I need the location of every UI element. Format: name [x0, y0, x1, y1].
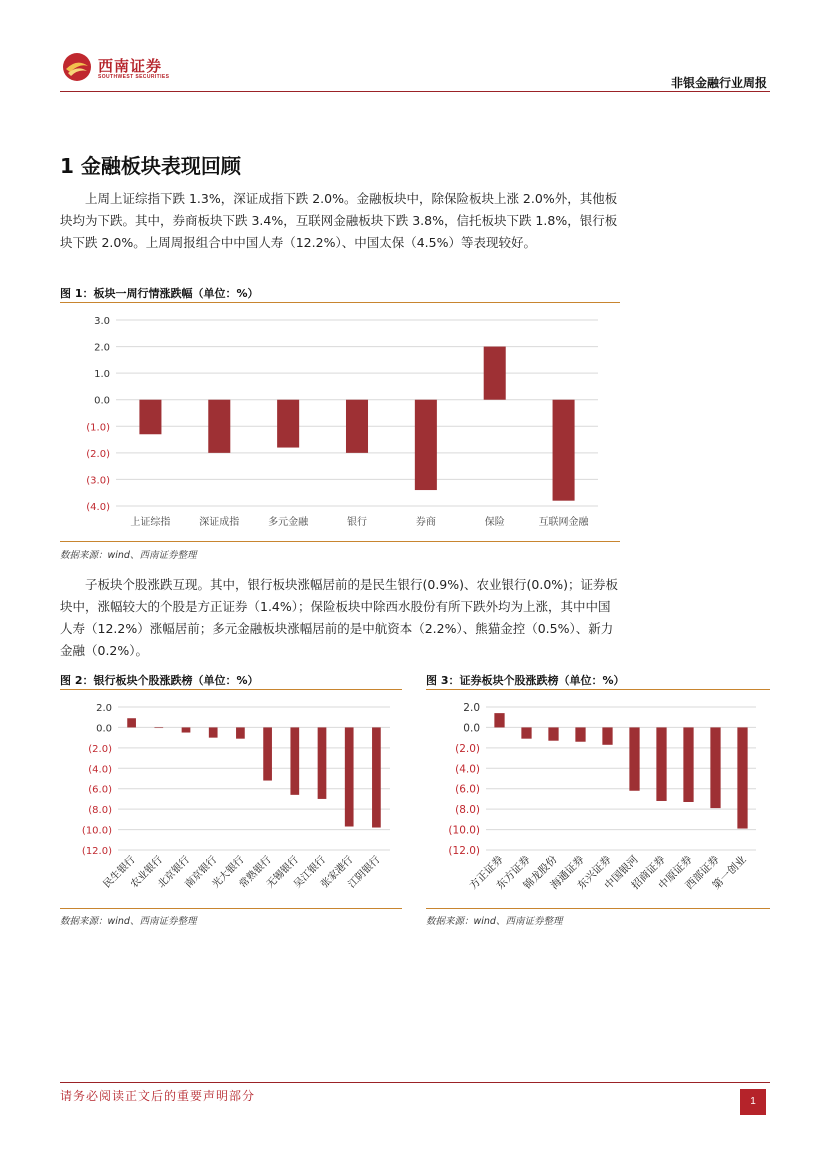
bar [372, 727, 381, 827]
page-number: 1 [740, 1089, 766, 1115]
y-tick-label: (1.0) [86, 422, 110, 434]
logo [62, 51, 172, 85]
figure-1-source: 数据来源：wind、西南证券整理 [60, 550, 197, 561]
bar [209, 727, 218, 737]
report-type: 非银金融行业周报 [670, 76, 767, 90]
section-title: 1 金融板块表现回顾 [60, 154, 241, 178]
x-tick-label: 东方证券 [494, 853, 533, 892]
y-tick-label: 0.0 [94, 395, 110, 407]
x-tick-label: 吴江银行 [292, 854, 329, 891]
bar [553, 400, 575, 501]
figure-1-chart [60, 305, 620, 540]
bar [710, 727, 720, 808]
y-tick-label: (10.0) [81, 825, 112, 837]
x-tick-label: 张家港行 [319, 854, 356, 891]
y-tick-label: (6.0) [455, 783, 480, 796]
x-tick-label: 银行 [347, 517, 367, 528]
y-tick-label: 0.0 [96, 723, 112, 735]
x-tick-label: 无锡银行 [264, 854, 301, 891]
y-tick-label: (8.0) [455, 804, 480, 817]
figure-2-chart [60, 692, 402, 907]
figure-2-bottom-rule [60, 908, 402, 909]
bar [290, 727, 299, 794]
bar [208, 400, 230, 453]
y-tick-label: (12.0) [81, 846, 112, 857]
bar [139, 400, 161, 435]
figure-1-bottom-rule [60, 541, 620, 542]
bar [548, 727, 558, 740]
bar [346, 400, 368, 453]
bar [629, 727, 639, 790]
bar [154, 727, 163, 728]
header-divider [60, 91, 770, 92]
figure-1-title: 图 1：板块一周行情涨跌幅（单位：%） [60, 287, 259, 300]
x-tick-label: 海通证券 [548, 853, 587, 892]
bar [494, 713, 504, 727]
figure-3-source: 数据来源：wind、西南证券整理 [426, 916, 563, 927]
bar [263, 727, 272, 780]
x-tick-label: 西部证券 [683, 853, 722, 892]
paragraph-1-text: 上周上证综指下跌 1.3%，深证成指下跌 2.0%。金融板块中，除保险板块上涨 2.0%外，其他板块均为下跌。其中，券商板块下跌 3.4%，互联网金融板块下跌 3.8%，信托板块下跌 1.8%，银行板块下跌 2.0%。上周周报组合中中国人寿（12.2%）、中国太保（4.5%）等表现较好。 [60, 191, 618, 250]
x-tick-label: 多元金融 [268, 517, 309, 528]
x-tick-label: 深证成指 [199, 517, 240, 528]
x-tick-label: 方正证券 [467, 853, 506, 892]
x-tick-label: 光大银行 [210, 854, 247, 891]
y-tick-label: 0.0 [463, 722, 480, 735]
paragraph-2-text: 子板块个股涨跌互现。其中，银行板块涨幅居前的是民生银行(0.9%)、农业银行(0.0%)；证券板块中，涨幅较大的个股是方正证券（1.4%）；保险板块中除西水股份有所下跌外均为上涨，其中中国人寿（12.2%）涨幅居前；多元金融板块涨幅居前的是中航资本（2.2%）、熊猫金控（0.5%）、新力金融（0.2%）。 [60, 577, 619, 658]
x-tick-label: 中国银河 [602, 853, 641, 892]
bar [415, 400, 437, 490]
y-tick-label: (4.0) [88, 764, 112, 776]
y-tick-label: (8.0) [88, 805, 112, 817]
bar [236, 727, 245, 738]
logo-cn-text: 西南证券 [98, 57, 163, 75]
bar [683, 727, 693, 802]
paragraph-2 [60, 574, 620, 662]
y-tick-label: 2.0 [463, 702, 480, 714]
x-tick-label: 农业银行 [128, 854, 165, 891]
y-tick-label: (2.0) [455, 742, 480, 755]
paragraph-1 [60, 188, 620, 254]
logo-emblem-icon [62, 52, 92, 82]
x-tick-label: 常熟银行 [237, 854, 274, 891]
y-tick-label: (2.0) [88, 743, 112, 755]
y-tick-label: (4.0) [86, 502, 110, 513]
y-tick-label: (6.0) [88, 784, 112, 796]
x-tick-label: 北京银行 [156, 854, 193, 891]
bar [737, 727, 747, 828]
x-tick-label: 招商证券 [629, 853, 668, 892]
y-tick-label: (10.0) [448, 824, 480, 837]
bar [318, 727, 327, 799]
figure-2-title: 图 2：银行板块个股涨跌榜（单位：%） [60, 674, 259, 687]
y-tick-label: 2.0 [96, 703, 112, 714]
figure-3-top-rule [426, 689, 770, 690]
bar [127, 718, 136, 727]
y-tick-label: (3.0) [86, 475, 110, 487]
y-tick-label: 3.0 [94, 316, 110, 327]
x-tick-label: 南京银行 [183, 854, 220, 891]
bar [521, 727, 531, 738]
figure-1-top-rule [60, 302, 620, 303]
bar [575, 727, 585, 741]
x-tick-label: 民生银行 [101, 854, 138, 891]
footer-notice: 请务必阅读正文后的重要声明部分 [60, 1089, 256, 1103]
x-tick-label: 锦龙股份 [521, 853, 560, 892]
bar [656, 727, 666, 801]
logo-en-text: SOUTHWEST SECURITIES [98, 74, 170, 80]
bar [602, 727, 612, 744]
x-tick-label: 江阴银行 [346, 854, 383, 891]
footer-divider [60, 1082, 770, 1083]
x-tick-label: 上证综指 [130, 517, 171, 528]
bar [345, 727, 354, 826]
x-tick-label: 中原证券 [656, 853, 695, 892]
figure-2-top-rule [60, 689, 402, 690]
figure-2-source: 数据来源：wind、西南证券整理 [60, 916, 197, 927]
figure-3-title: 图 3：证券板块个股涨跌榜（单位：%） [426, 674, 625, 687]
figure-3-bottom-rule [426, 908, 770, 909]
x-tick-label: 东兴证券 [575, 853, 614, 892]
y-tick-label: (4.0) [455, 763, 480, 776]
bar [484, 347, 506, 400]
bar [182, 727, 191, 732]
x-tick-label: 第一创业 [710, 853, 749, 892]
figure-3-chart [426, 692, 770, 907]
y-tick-label: 1.0 [94, 369, 110, 381]
x-tick-label: 互联网金融 [538, 517, 589, 528]
y-tick-label: 2.0 [94, 342, 110, 354]
x-tick-label: 券商 [415, 517, 436, 528]
y-tick-label: (12.0) [448, 845, 480, 857]
bar [277, 400, 299, 448]
x-tick-label: 保险 [484, 517, 505, 528]
y-tick-label: (2.0) [86, 448, 110, 460]
